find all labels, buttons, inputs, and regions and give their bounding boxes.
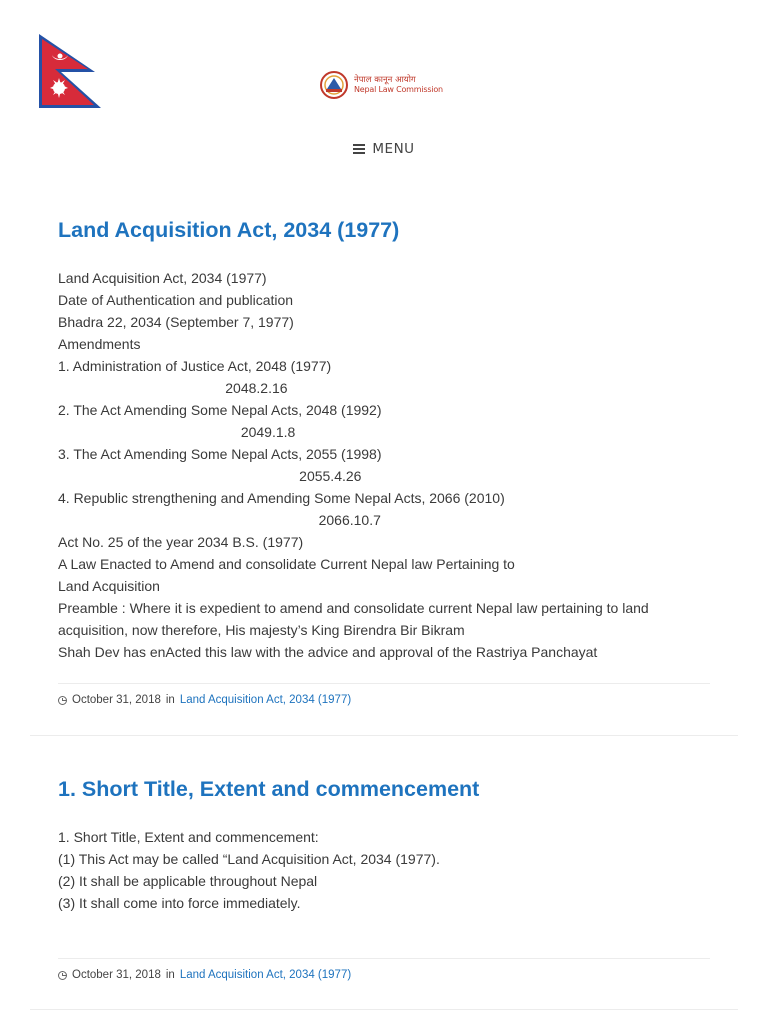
post-date: October 31, 2018: [72, 694, 161, 706]
body-line: Act No. 25 of the year 2034 B.S. (1977): [58, 534, 304, 550]
body-line: Land Acquisition Act, 2034 (1977): [58, 270, 267, 286]
clock-icon: [58, 696, 67, 705]
commission-emblem-icon: [318, 70, 350, 100]
body-line: 2. The Act Amending Some Nepal Acts, 2048 (1992): [58, 402, 382, 418]
body-line: Amendments: [58, 336, 141, 352]
body-line: Land Acquisition: [58, 578, 160, 594]
menu-label: MENU: [372, 141, 415, 157]
post-body: [58, 267, 649, 663]
body-line: (1) This Act may be called “Land Acquisition Act, 2034 (1977).: [58, 851, 440, 867]
logo-english-text: Nepal Law Commission: [354, 85, 443, 94]
clock-icon: [58, 971, 67, 980]
in-label: in: [165, 969, 175, 981]
body-line: 2049.1.8: [58, 424, 296, 440]
meta-divider: [58, 958, 710, 959]
post-date: October 31, 2018: [72, 969, 161, 981]
hamburger-icon: [353, 144, 365, 154]
in-label: in: [165, 694, 175, 706]
body-line: 1. Short Title, Extent and commencement:: [58, 829, 319, 845]
body-line: 2066.10.7: [58, 512, 381, 528]
post-divider: [30, 1009, 738, 1010]
category-link[interactable]: Land Acquisition Act, 2034 (1977): [179, 694, 352, 706]
body-line: Date of Authentication and publication: [58, 292, 294, 308]
body-line: (3) It shall come into force immediately.: [58, 895, 301, 911]
body-line: 2048.2.16: [58, 380, 288, 396]
body-line: 1. Administration of Justice Act, 2048 (1977): [58, 358, 332, 374]
menu-toggle-button[interactable]: [0, 141, 768, 157]
post-body: [58, 826, 440, 914]
post-meta: [58, 969, 351, 981]
body-line: 4. Republic strengthening and Amending Some Nepal Acts, 2066 (2010): [58, 490, 505, 506]
post-meta: [58, 694, 351, 706]
body-line: 3. The Act Amending Some Nepal Acts, 2055 (1998): [58, 446, 382, 462]
nepal-law-commission-logo[interactable]: [318, 70, 443, 100]
post-title-link[interactable]: 1. Short Title, Extent and commencement: [58, 777, 480, 801]
body-line: acquisition, now therefore, His majesty’s King Birendra Bir Bikram: [58, 622, 465, 638]
body-line: 2055.4.26: [58, 468, 362, 484]
post-title-link[interactable]: Land Acquisition Act, 2034 (1977): [58, 218, 400, 242]
nepal-flag-icon[interactable]: [37, 32, 105, 110]
body-line: Shah Dev has enActed this law with the advice and approval of the Rastriya Panchayat: [58, 644, 598, 660]
post-divider: [30, 735, 738, 736]
category-link[interactable]: Land Acquisition Act, 2034 (1977): [179, 969, 352, 981]
logo-nepali-text: नेपाल कानून आयोग: [354, 75, 416, 85]
body-line: A Law Enacted to Amend and consolidate Current Nepal law Pertaining to: [58, 556, 515, 572]
meta-divider: [58, 683, 710, 684]
body-line: (2) It shall be applicable throughout Nepal: [58, 873, 318, 889]
site-header: [0, 0, 768, 190]
body-line: Bhadra 22, 2034 (September 7, 1977): [58, 314, 294, 330]
body-line: Preamble : Where it is expedient to amend and consolidate current Nepal law pertaining to land: [58, 600, 649, 616]
